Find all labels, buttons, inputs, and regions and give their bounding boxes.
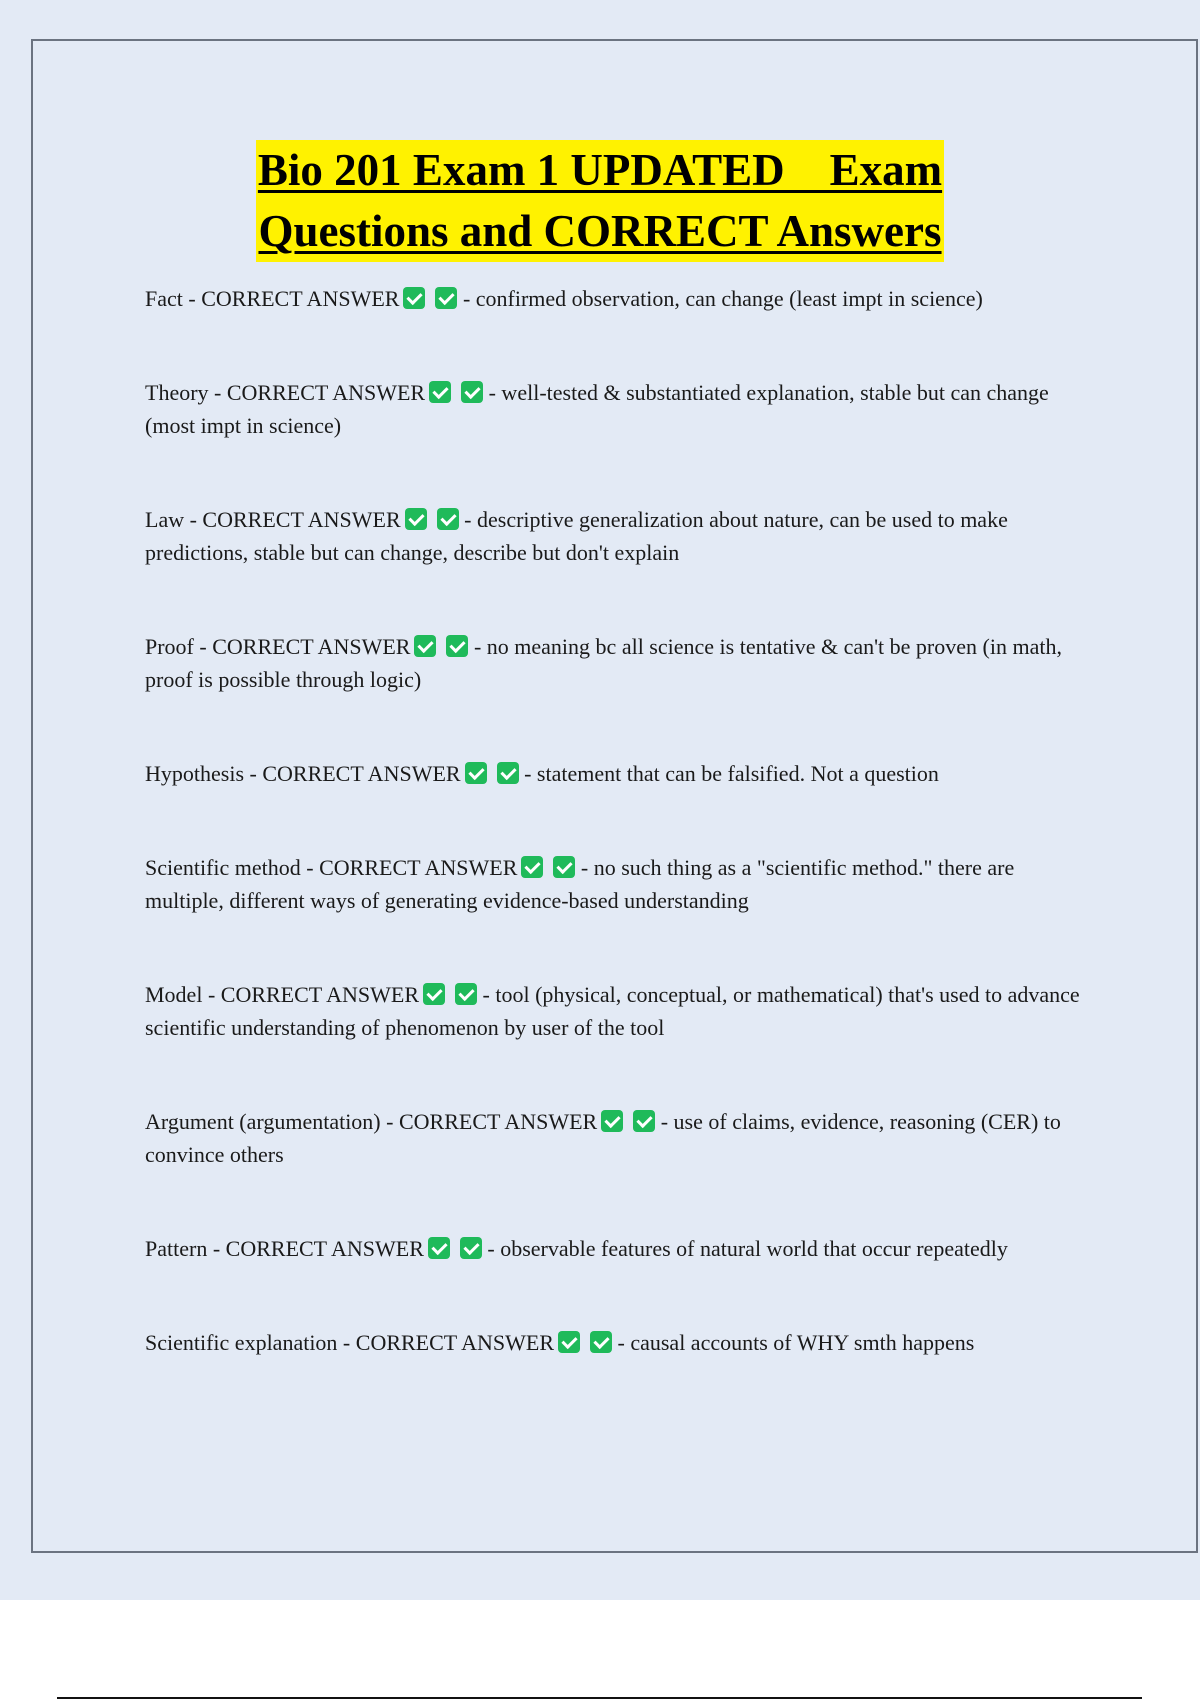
answer-marker: CORRECT ANSWER xyxy=(225,1236,424,1261)
definition-text: - use of claims, evidence, reasoning (CER) to convince others xyxy=(145,1109,1061,1167)
definition-text: - observable features of natural world that occur repeatedly xyxy=(481,1236,1008,1261)
term-label: Scientific method - xyxy=(145,855,320,880)
definition-text: - statement that can be falsified. Not a question xyxy=(518,761,939,786)
check-mark-icon xyxy=(497,762,519,784)
qa-entry-law xyxy=(145,503,1095,569)
answer-marker: CORRECT ANSWER xyxy=(212,634,411,659)
definition-text: - confirmed observation, can change (least impt in science) xyxy=(457,286,983,311)
check-mark-icon xyxy=(437,508,459,530)
qa-entry-proof xyxy=(145,630,1095,696)
term-label: Proof - xyxy=(145,634,213,659)
term-label: Hypothesis - xyxy=(145,761,263,786)
title-line-1: Bio 201 Exam 1 UPDATED Exam xyxy=(256,140,944,201)
answer-marker: CORRECT ANSWER xyxy=(398,1109,598,1134)
check-mark-icon xyxy=(423,983,445,1005)
answer-marker: CORRECT ANSWER xyxy=(201,286,400,311)
check-mark-icon xyxy=(414,635,436,657)
term-label: Argument (argumentation) - xyxy=(145,1109,399,1134)
check-mark-icon xyxy=(633,1110,655,1132)
check-mark-icon xyxy=(428,1237,450,1259)
definition-text: - no such thing as a "scientific method." there are multiple, different ways of generating evidence-based understanding xyxy=(145,855,1015,913)
check-mark-icon xyxy=(460,1237,482,1259)
term-label: Model - xyxy=(145,982,221,1007)
definition-text: - well-tested & substantiated explanation, stable but can change (most impt in science) xyxy=(145,380,1049,438)
answer-marker: CORRECT ANSWER xyxy=(262,761,461,786)
check-mark-icon xyxy=(553,856,575,878)
check-mark-icon xyxy=(429,381,451,403)
qa-entry-scientific-method xyxy=(145,851,1095,917)
answer-marker: CORRECT ANSWER xyxy=(319,855,518,880)
term-label: Law - xyxy=(145,507,203,532)
qa-entry-model xyxy=(145,978,1095,1044)
check-mark-icon xyxy=(590,1331,612,1353)
term-label: Pattern - xyxy=(145,1236,226,1261)
definition-text: - no meaning bc all science is tentative & can't be proven (in math, proof is possible through logic) xyxy=(145,634,1062,692)
answer-marker: CORRECT ANSWER xyxy=(226,380,426,405)
check-mark-icon xyxy=(461,381,483,403)
term-label: Scientific explanation - xyxy=(145,1330,356,1355)
answer-marker: CORRECT ANSWER xyxy=(355,1330,555,1355)
qa-entry-argument xyxy=(145,1105,1095,1171)
answer-marker: CORRECT ANSWER xyxy=(220,982,420,1007)
check-mark-icon xyxy=(601,1110,623,1132)
definition-text: - tool (physical, conceptual, or mathematical) that's used to advance scientific understanding of phenomenon by user of the tool xyxy=(145,982,1080,1040)
qa-entry-theory xyxy=(145,376,1095,442)
check-mark-icon xyxy=(446,635,468,657)
check-mark-icon xyxy=(435,287,457,309)
check-mark-icon xyxy=(521,856,543,878)
qa-entry-fact xyxy=(145,282,1095,315)
check-mark-icon xyxy=(558,1331,580,1353)
term-label: Fact - xyxy=(145,286,202,311)
definition-text: - causal accounts of WHY smth happens xyxy=(612,1330,975,1355)
check-mark-icon xyxy=(405,508,427,530)
qa-entry-scientific-explanation xyxy=(145,1326,1095,1359)
definition-text: - descriptive generalization about nature, can be used to make predictions, stable but can change, describe but don't explain xyxy=(145,507,1008,565)
check-mark-icon xyxy=(403,287,425,309)
answer-marker: CORRECT ANSWER xyxy=(202,507,401,532)
qa-entry-pattern xyxy=(145,1232,1095,1265)
check-mark-icon xyxy=(465,762,487,784)
document-title xyxy=(0,140,1200,262)
qa-list xyxy=(145,282,1095,1359)
title-line-2: Questions and CORRECT Answers xyxy=(256,201,943,262)
qa-entry-hypothesis xyxy=(145,757,1095,790)
check-mark-icon xyxy=(455,983,477,1005)
bottom-divider xyxy=(57,1697,1142,1699)
term-label: Theory - xyxy=(145,380,227,405)
